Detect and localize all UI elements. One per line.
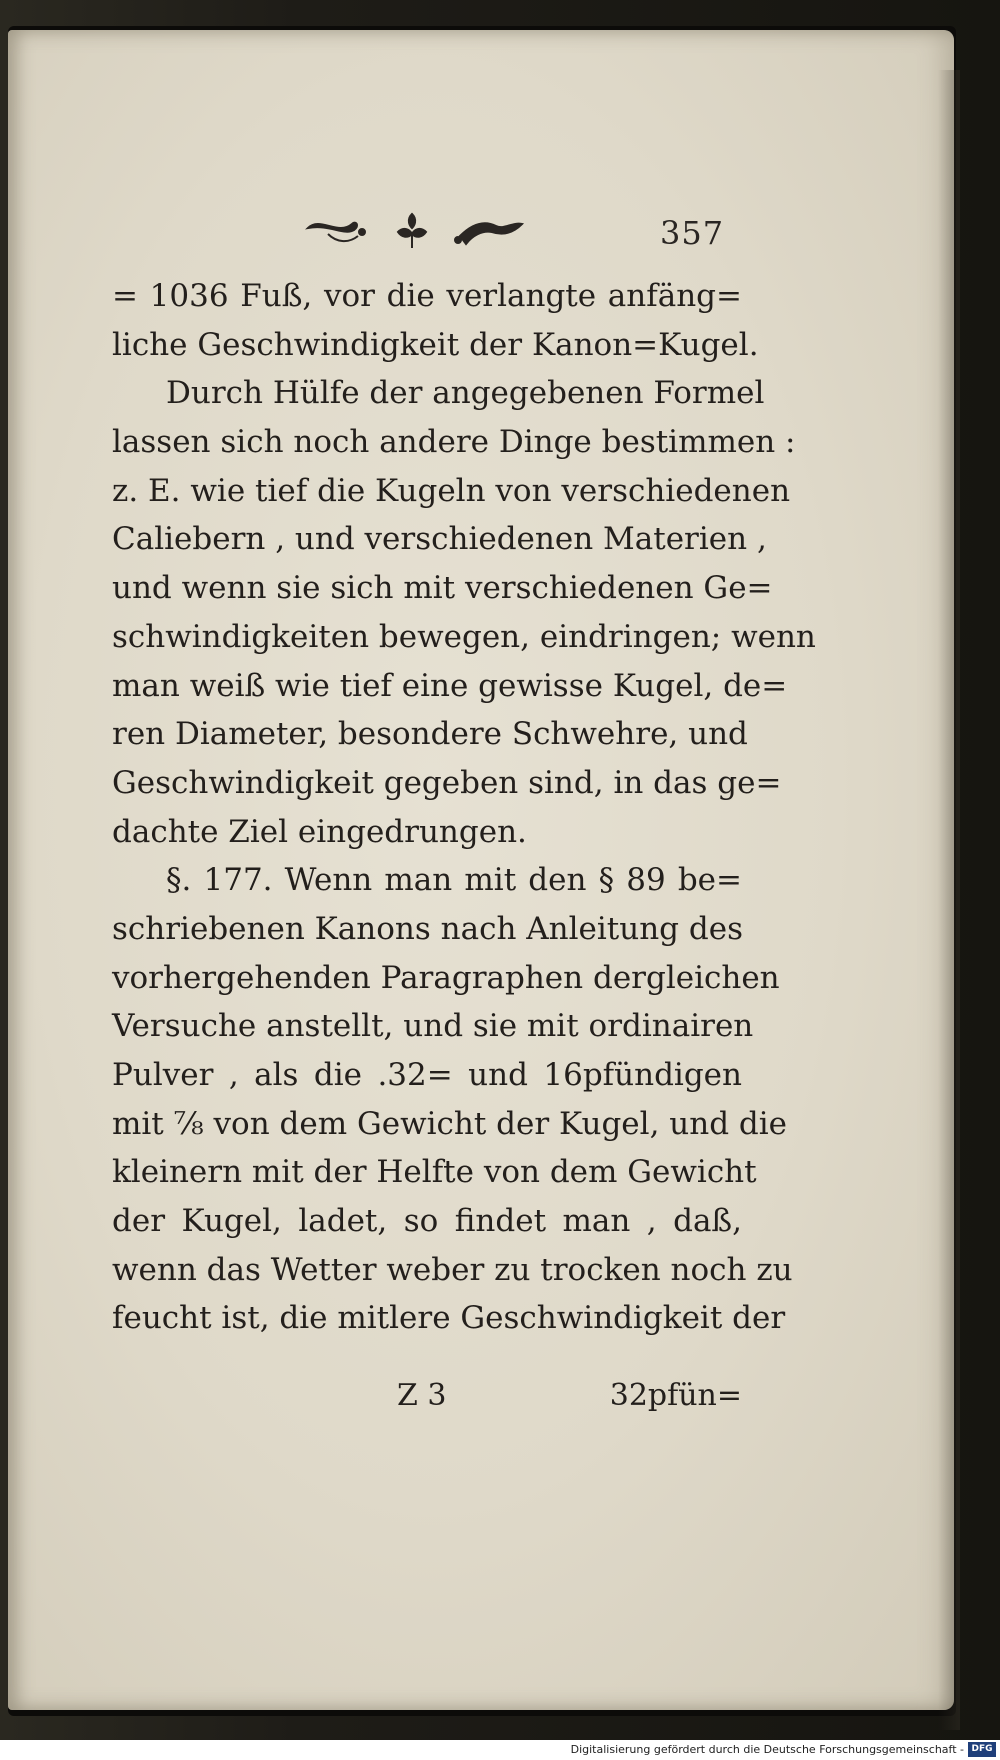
dfg-logo-icon: DFG [968, 1742, 996, 1757]
page-number: 357 [660, 214, 725, 252]
text-line: der Kugel, ladet, so findet man , daß, [112, 1203, 742, 1240]
body-text [112, 272, 816, 1343]
text-line: z. E. wie tief die Kugeln von verschiedenen [112, 472, 791, 509]
text-line: vorhergehenden Paragraphen dergleichen [112, 959, 780, 996]
page-edge [938, 70, 960, 1730]
text-line: schwindigkeiten bewegen, eindringen; wenn [112, 618, 816, 655]
catchword: 32pfün= [609, 1378, 742, 1413]
text-line: und wenn sie sich mit verschiedenen Ge= [112, 570, 773, 607]
text-line: lassen sich noch andere Dinge bestimmen : [112, 424, 796, 461]
text-line: Pulver , als die .32= und 16pfündigen [112, 1057, 742, 1093]
paragraph-start-line: §. 177. Wenn man mit den § 89 be= [166, 862, 742, 899]
signature-mark: Z 3 [397, 1378, 447, 1413]
text-line: mit ⅞ von dem Gewicht der Kugel, und die [112, 1105, 788, 1142]
fleuron-ornament-icon [300, 206, 550, 256]
text-line: = 1036 Fuß, vor die verlangte anfäng= [112, 278, 742, 314]
text-line: wenn das Wetter weber zu trocken noch zu [112, 1251, 793, 1288]
text-line: man weiß wie tief eine gewisse Kugel, de= [112, 667, 788, 704]
text-line: Geschwindigkeit gegeben sind, in das ge= [112, 764, 782, 801]
text-line: Durch Hülfe der angegebenen Formel [166, 375, 765, 412]
text-line: kleinern mit der Helfte von dem Gewicht [112, 1154, 757, 1191]
text-line: feucht ist, die mitlere Geschwindigkeit der [112, 1300, 786, 1337]
text-line: Caliebern , und verschiedenen Materien , [112, 521, 767, 558]
catchline [112, 1378, 742, 1426]
text-line: ren Diameter, besondere Schwehre, und [112, 716, 748, 753]
text-line: Versuche anstellt, und sie mit ordinairen [112, 1008, 754, 1045]
text-line: dachte Ziel eingedrungen. [112, 813, 527, 850]
text-line: liche Geschwindigkeit der Kanon=Kugel. [112, 326, 759, 363]
text-line: schriebenen Kanons nach Anleitung des [112, 910, 743, 947]
digitization-credit: Digitalisierung gefördert durch die Deutsche Forschungsgemeinschaft - [570, 1743, 964, 1756]
